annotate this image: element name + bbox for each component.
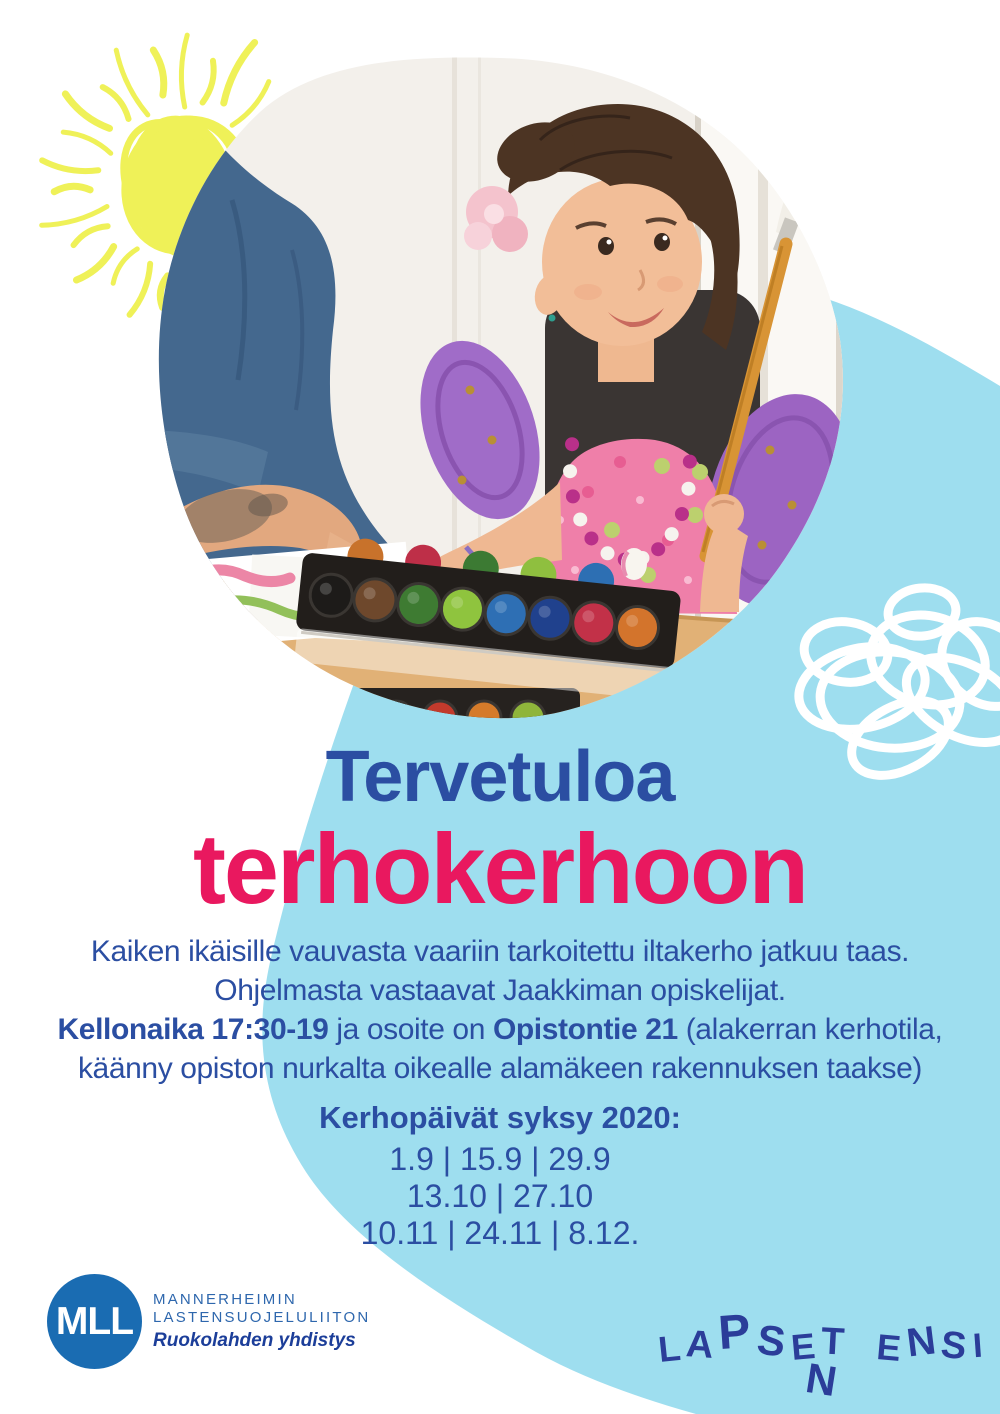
schedule-dates	[0, 1141, 1000, 1252]
body-paragraph	[0, 932, 1000, 1088]
body-line-1: Kaiken ikäisille vauvasta vaariin tarkoitettu iltakerho jatkuu taas.	[90, 935, 910, 968]
schedule-heading: Kerhopäivät syksy 2020:	[319, 1100, 681, 1135]
body-line-2: Ohjelmasta vastaavat Jaakkiman opiskelijat.	[214, 974, 786, 1007]
schedule-dates-line: 1.9 | 15.9 | 29.9	[389, 1141, 611, 1177]
body-line-4: käänny opiston nurkalta oikealle alamäkeen rakennuksen taakse)	[77, 1052, 923, 1085]
mll-logo-block	[47, 1274, 467, 1384]
body-line-3: Kellonaika 17:30-19 ja osoite on Opistontie 21 (alakerran kerhotila,	[57, 1013, 943, 1046]
page-title: Tervetuloa	[325, 737, 675, 817]
mll-org-line-1: MANNERHEIMIN	[153, 1291, 297, 1308]
mll-logo-icon: MLL	[47, 1274, 142, 1369]
page-title-accent: terhokerhoon	[192, 813, 808, 924]
mll-org-line-3: Ruokolahden yhdistys	[153, 1330, 356, 1351]
mll-org-name	[153, 1291, 370, 1352]
mll-org-line-2: LASTENSUOJELULIITON	[153, 1309, 371, 1326]
schedule-dates-line: 10.11 | 24.11 | 8.12.	[360, 1215, 640, 1251]
schedule-dates-line: 13.10 | 27.10	[406, 1178, 594, 1214]
lapset-ensin-slogan: LAPSET ENSIN	[656, 1304, 984, 1406]
